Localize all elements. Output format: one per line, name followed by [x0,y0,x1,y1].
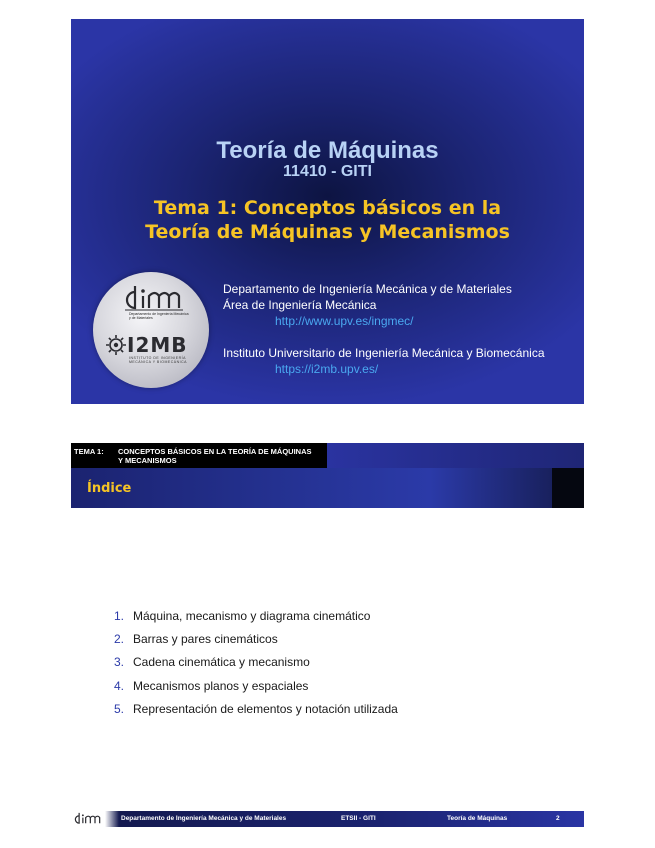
slide-footer [71,811,584,827]
header-corner-block [552,468,584,508]
institution-logos-disc [93,272,209,388]
tema-header-label: TEMA 1: [74,447,104,456]
dim-logo-icon [123,284,185,314]
footer-school: ETSII - GITI [341,815,376,822]
toc-item-number: 5. [114,701,125,716]
toc-item-text: Máquina, mecanismo y diagrama cinemático [133,609,371,623]
tema-title-line-1: Tema 1: Conceptos básicos en la [153,197,502,219]
footer-subject: Teoría de Máquinas [447,815,508,822]
gear-icon [105,334,127,356]
tema-title [71,196,584,244]
tema-header-text: CONCEPTOS BÁSICOS EN LA TEORÍA DE MÁQUINAS Y MECANISMOS [118,447,312,465]
tema-header-bar [71,443,327,468]
department-url-link[interactable]: http://www.upv.es/ingmec/ [275,314,414,328]
tema-title-line-2: Teoría de Máquinas y Mecanismos [145,221,510,243]
toc-item [114,631,398,654]
institute-url-link[interactable]: https://i2mb.upv.es/ [275,362,379,376]
toc-item [114,678,398,701]
toc-item-text: Mecanismos planos y espaciales [133,678,309,693]
toc-item-number: 4. [114,678,125,693]
section-title: Índice [87,481,132,496]
department-name: Departamento de Ingeniería Mecánica y de Materiales [223,282,512,296]
i2mb-logo-text: I2MB [127,333,188,357]
footer-department: Departamento de Ingeniería Mecánica y de Materiales [121,815,287,822]
course-title: Teoría de Máquinas [216,137,439,164]
course-code: 11410 - GITI [283,163,372,180]
toc-item-number: 3. [114,655,125,670]
footer-page-number: 2 [556,815,560,822]
header-band [327,443,584,468]
toc-item-number: 2. [114,632,125,647]
i2mb-logo [105,334,201,370]
index-slide-header [71,443,584,508]
title-slide [71,19,584,404]
toc-item [114,654,398,677]
dim-logo-caption: Departamento de Ingeniería Mecánica y de Materiales [129,312,189,320]
area-name: Área de Ingeniería Mecánica [223,298,377,312]
table-of-contents [114,608,398,724]
i2mb-logo-caption: INSTITUTO DE INGENIERÍA MECÁNICA Y BIOMECÁNICA [129,356,187,364]
toc-item-number: 1. [114,609,125,623]
toc-item-text: Cadena cinemática y mecanismo [133,655,310,670]
toc-item-text: Barras y pares cinemáticos [133,632,278,647]
toc-item [114,701,398,724]
toc-item [114,608,398,631]
toc-item-text: Representación de elementos y notación utilizada [133,701,398,716]
dim-footer-logo-icon [73,812,103,826]
institute-name: Instituto Universitario de Ingeniería Mecánica y Biomecánica [223,346,545,360]
